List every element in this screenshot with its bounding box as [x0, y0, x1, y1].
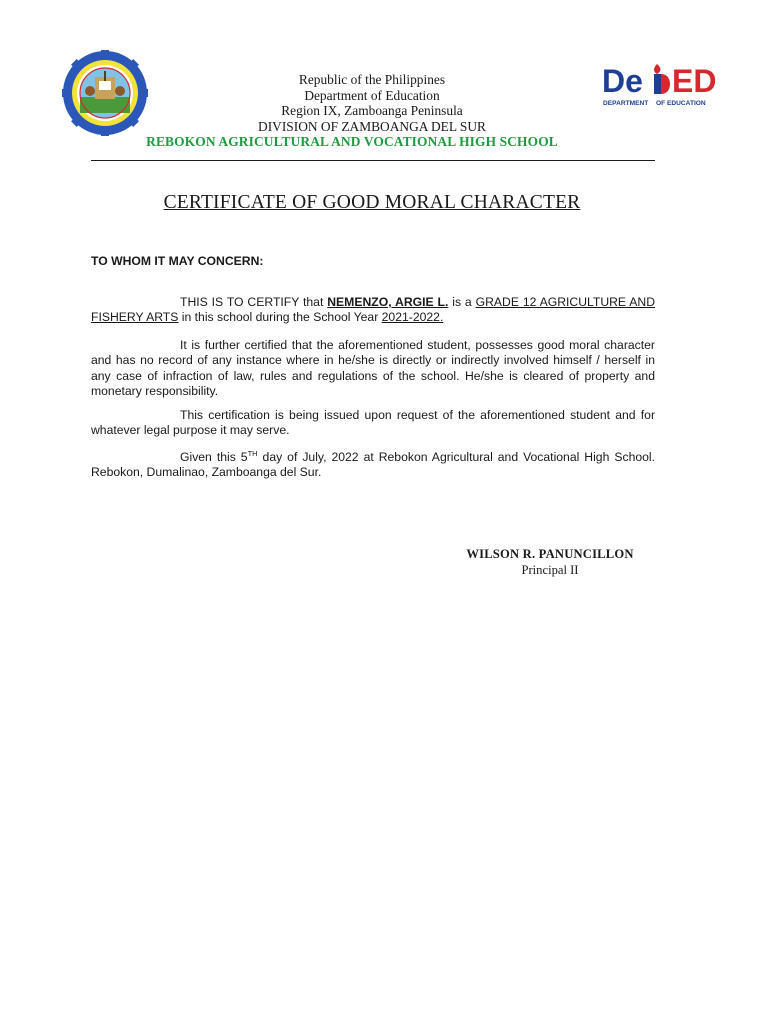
given-day-suffix: TH — [247, 448, 258, 458]
para1-lead: THIS IS TO CERTIFY that — [180, 295, 328, 309]
svg-text:ED: ED — [672, 63, 717, 99]
header-region: Region IX, Zamboanga Peninsula — [281, 103, 463, 118]
letterhead — [146, 72, 584, 150]
svg-text:De: De — [602, 63, 643, 99]
header-division: DIVISION OF ZAMBOANGA DEL SUR — [258, 118, 486, 134]
good-moral-paragraph: It is further certified that the aforementioned student, possesses good moral character and has no record of any instance where in he/she is directly or indirectly involved himself / herself in any case of infraction of law, rules and regulations of the school. He/she is cleared of property and monetary responsibility. — [91, 338, 655, 398]
student-name: NEMENZO, ARGIE L. — [327, 295, 449, 309]
certification-paragraph — [91, 295, 655, 326]
para1-mid: is a — [448, 295, 476, 309]
school-seal-logo — [62, 50, 148, 136]
certificate-title: CERTIFICATE OF GOOD MORAL CHARACTER — [163, 192, 581, 213]
student-grade-program: GRADE 12 AGRICULTURE AND FISHERY ARTS — [91, 295, 656, 325]
given-date-paragraph — [91, 450, 655, 481]
given-lead: Given this 5 — [180, 450, 248, 464]
header-country: Republic of the Philippines — [298, 72, 446, 87]
header-school-name: REBOKON AGRICULTURAL AND VOCATIONAL HIGH SCHOOL — [146, 134, 558, 149]
deped-logo — [600, 58, 718, 114]
svg-text:DEPARTMENT: DEPARTMENT — [603, 100, 649, 107]
header-department: Department of Education — [304, 87, 440, 103]
school-year: 2021-2022. — [381, 310, 444, 325]
para1-mid2: in this school during the School Year — [178, 310, 382, 325]
signatory-title: Principal II — [521, 563, 579, 577]
purpose-paragraph: This certification is being issued upon request of the aforementioned student and for whatever legal purpose it may serve. — [91, 408, 655, 438]
header-divider — [91, 160, 655, 161]
given-rest: day of July, 2022 at Rebokon Agricultural and Vocational High School. Rebokon, Dumalinao, Zamboanga del Sur. — [91, 450, 656, 480]
salutation: TO WHOM IT MAY CONCERN: — [91, 254, 264, 268]
svg-text:OF EDUCATION: OF EDUCATION — [656, 100, 706, 107]
signatory-name: WILSON R. PANUNCILLON — [466, 547, 634, 561]
